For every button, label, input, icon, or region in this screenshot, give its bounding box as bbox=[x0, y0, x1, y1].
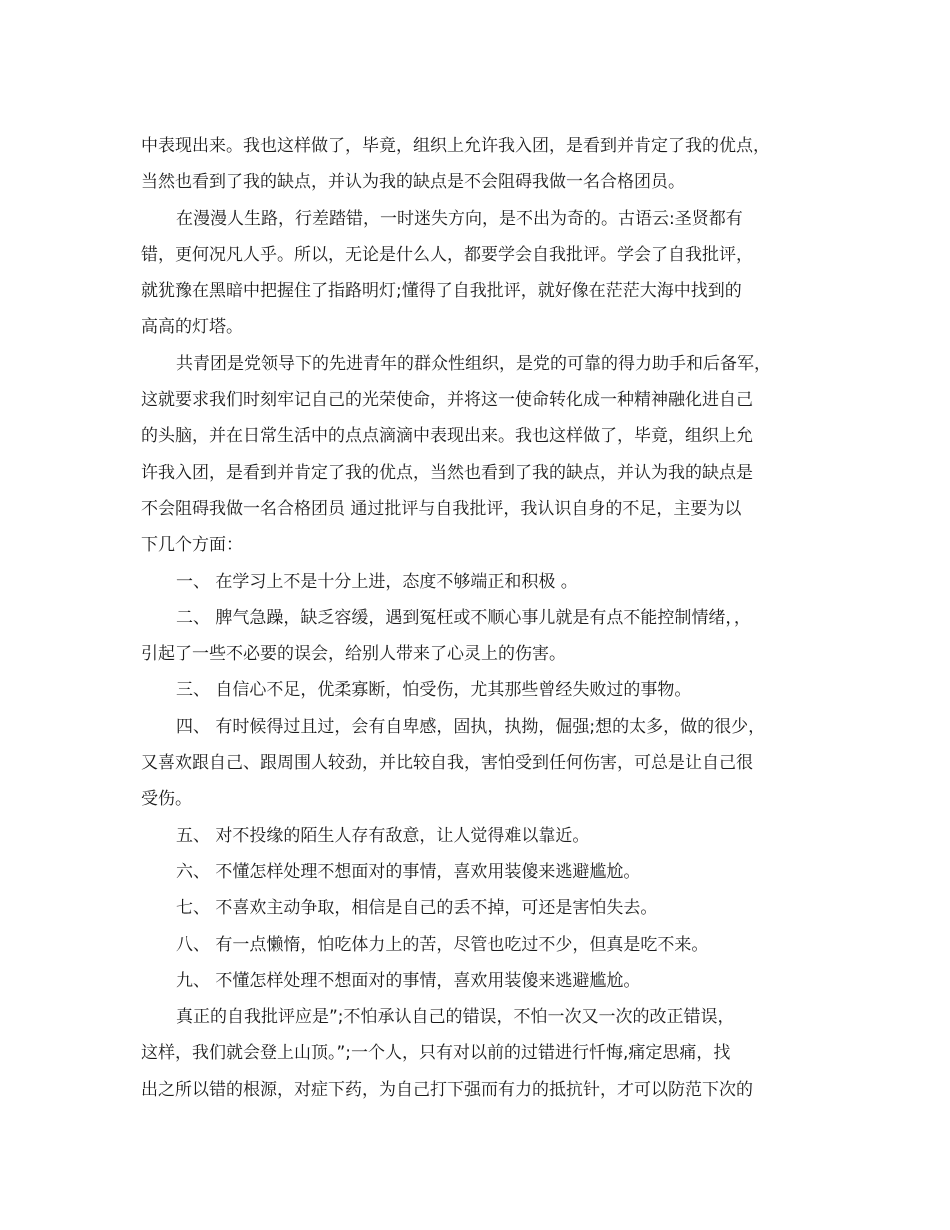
text-line: 受伤。 bbox=[141, 789, 192, 810]
text-line: 四、 有时候得过且过，会有自卑感，固执，执拗，倔强;想的太多，做的很少， bbox=[176, 716, 766, 737]
text-line: 这样，我们就会登上山顶。”;一个人，只有对以前的过错进行忏悔,痛定思痛，找 bbox=[141, 1043, 731, 1064]
text-line: 下几个方面： bbox=[141, 535, 243, 556]
document-body bbox=[141, 128, 821, 1108]
text-line: 真正的自我批评应是”;不怕承认自己的错误，不怕一次又一次的改正错误， bbox=[176, 1007, 735, 1028]
text-line: 当然也看到了我的缺点，并认为我的缺点是不会阻碍我做一名合格团员。 bbox=[141, 172, 685, 193]
text-line: 八、 有一点懒惰，怕吃体力上的苦，尽管也吃过不少，但真是吃不来。 bbox=[176, 934, 709, 955]
text-line: 共青团是党领导下的先进青年的群众性组织，是党的可靠的得力助手和后备军， bbox=[176, 353, 771, 374]
text-line: 中表现出来。我也这样做了，毕竟，组织上允许我入团，是看到并肯定了我的优点， bbox=[141, 136, 770, 156]
text-line: 三、 自信心不足，优柔寡断，怕受伤，尤其那些曾经失败过的事物。 bbox=[176, 680, 692, 701]
text-line: 九、 不懂怎样处理不想面对的事情，喜欢用装傻来逃避尴尬。 bbox=[176, 970, 641, 991]
text-line: 错，更何况凡人乎。所以，无论是什么人，都要学会自我批评。学会了自我批评， bbox=[141, 244, 753, 265]
text-line: 出之所以错的根源，对症下药，为自己打下强而有力的抵抗针，才可以防范下次的 bbox=[141, 1079, 753, 1100]
text-line: 一、 在学习上不是十分上进，态度不够端正和积极 。 bbox=[176, 571, 578, 592]
text-line: 高高的灯塔。 bbox=[141, 317, 243, 338]
text-line: 不会阻碍我做一名合格团员 通过批评与自我批评，我认识自身的不足，主要为以 bbox=[141, 498, 742, 519]
text-line: 许我入团，是看到并肯定了我的优点，当然也看到了我的缺点，并认为我的缺点是 bbox=[141, 462, 753, 483]
text-line: 在漫漫人生路，行差踏错，一时迷失方向，是不出为奇的。古语云:圣贤都有 bbox=[176, 208, 743, 229]
text-line: 这就要求我们时刻牢记自己的光荣使命，并将这一使命转化成一种精神融化进自己 bbox=[141, 390, 753, 411]
text-line: 六、 不懂怎样处理不想面对的事情，喜欢用装傻来逃避尴尬。 bbox=[176, 861, 641, 882]
text-line: 的头脑，并在日常生活中的点点滴滴中表现出来。我也这样做了，毕竟，组织上允 bbox=[141, 426, 753, 447]
text-line: 二、 脾气急躁，缺乏容缓，遇到冤枉或不顺心事儿就是有点不能控制情绪，， bbox=[176, 607, 751, 628]
text-line: 七、 不喜欢主动争取，相信是自己的丢不掉，可还是害怕失去。 bbox=[176, 898, 658, 919]
text-line: 五、 对不投缘的陌生人存有敌意，让人觉得难以靠近。 bbox=[176, 825, 590, 846]
text-line: 又喜欢跟自己、跟周围人较劲，并比较自我，害怕受到任何伤害，可总是让自己很 bbox=[141, 753, 753, 774]
text-line: 就犹豫在黑暗中把握住了指路明灯;懂得了自我批评，就好像在茫茫大海中找到的 bbox=[141, 281, 742, 302]
text-line: 引起了一些不必要的误会，给别人带来了心灵上的伤害。 bbox=[141, 644, 566, 665]
